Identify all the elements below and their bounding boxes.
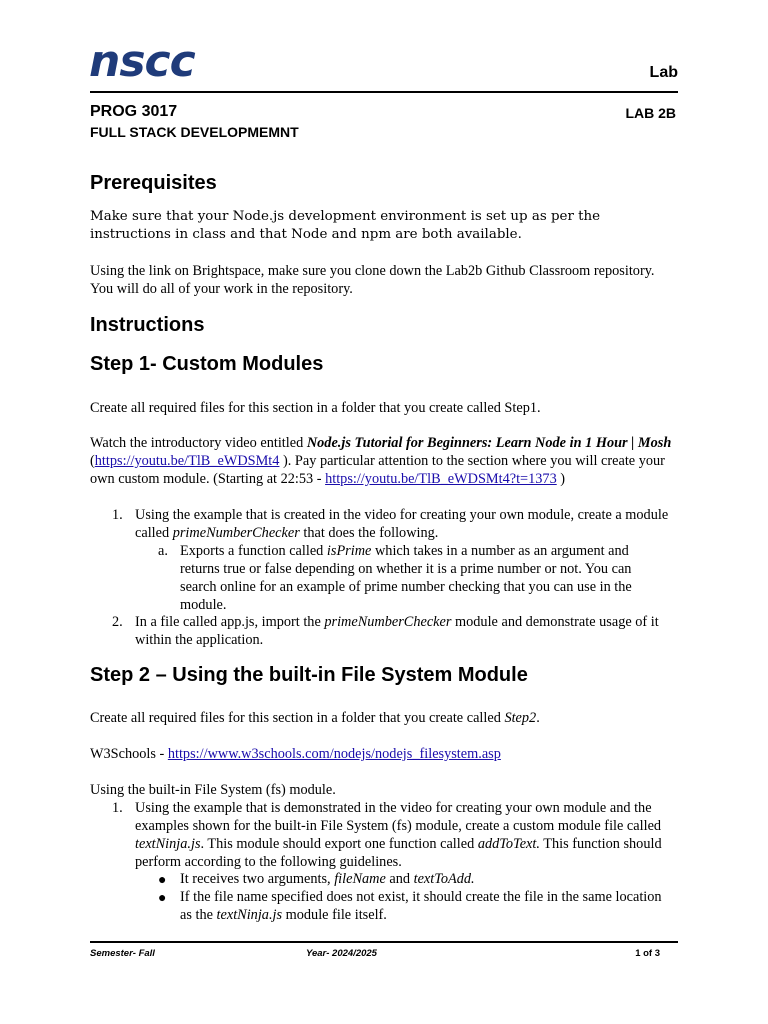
- step1-heading: Step 1- Custom Modules: [90, 353, 324, 375]
- step2-heading: Step 2 – Using the built-in File System Module: [90, 664, 528, 686]
- course-name: FULL STACK DEVELOPMEMNT: [90, 124, 299, 140]
- text: W3Schools -: [90, 746, 168, 762]
- step2-paragraph-1: [90, 709, 680, 727]
- list-number: 2.: [112, 614, 123, 630]
- text: It receives two arguments,: [180, 871, 335, 887]
- text: that does the following.: [299, 525, 439, 541]
- instructions-heading: Instructions: [90, 314, 205, 336]
- text: module file itself.: [282, 907, 387, 923]
- prereq-paragraph-1: Make sure that your Node.js development environment is set up as per the instructions in class and that Node and npm are both available.: [90, 209, 601, 242]
- list-letter: a.: [158, 543, 168, 559]
- text: Watch the introductory video entitled: [90, 435, 307, 451]
- module-name: primeNumberChecker: [324, 614, 452, 630]
- text: . This module should export one function called: [200, 836, 478, 852]
- text: ). Pay particular attention to the section where you will create your own custom module. (Starting at 22:53 -: [90, 453, 665, 487]
- text: ): [556, 471, 566, 487]
- argument-name: fileName: [334, 871, 386, 887]
- argument-name: textToAdd.: [413, 871, 475, 887]
- video-timestamp-link[interactable]: https://youtu.be/TlB_eWDSMt4?t=1373: [325, 471, 557, 487]
- text: Exports a function called: [180, 543, 327, 559]
- text: Using the example that is created in the video for creating your own module, create a module called: [135, 507, 669, 541]
- prerequisites-heading: Prerequisites: [90, 172, 217, 194]
- function-name: addToText.: [477, 836, 540, 852]
- video-link[interactable]: https://youtu.be/TlB_eWDSMt4: [94, 453, 280, 469]
- list-number: 1.: [112, 507, 123, 523]
- folder-name: Step2: [504, 710, 537, 726]
- text: Create all required files for this section in a folder that you create called: [90, 710, 505, 726]
- text: In a file called app.js, import the: [135, 614, 325, 630]
- step2-paragraph-3: Using the built-in File System (fs) module.: [90, 782, 336, 798]
- lab-id: LAB 2B: [625, 105, 676, 121]
- bullet-icon: ●: [158, 871, 167, 887]
- w3schools-link[interactable]: https://www.w3schools.com/nodejs/nodejs_filesystem.asp: [167, 746, 501, 762]
- header-label: Lab: [649, 64, 678, 81]
- file-name: textNinja.js: [135, 836, 201, 852]
- step1-item-1a: [180, 542, 670, 614]
- step2-paragraph-2: [90, 745, 680, 763]
- prereq-paragraph-2: Using the link on Brightspace, make sure you clone down the Lab2b Github Classroom repository. You will do all of your work in the repository.: [90, 263, 655, 297]
- file-name: textNinja.js: [216, 907, 283, 923]
- text: which takes in a number as an argument and returns true or false depending on whether it is a prime number or not. You can search online for an example of prime number checking that you can use in the module.: [180, 543, 632, 613]
- step1-item-1: [135, 506, 680, 542]
- list-number: 1.: [112, 800, 123, 816]
- step2-bullet-2: [180, 888, 670, 924]
- step2-bullet-1: [180, 870, 670, 888]
- footer-page-number: 1 of 3: [635, 948, 660, 959]
- text: Using the example that is demonstrated in the video for creating your own module and the examples shown for the built-in File System (fs) module, create a custom module file called: [135, 800, 662, 834]
- footer-semester: Semester- Fall: [90, 948, 155, 959]
- video-title: Node.js Tutorial for Beginners: Learn Node in 1 Hour | Mosh: [306, 435, 672, 451]
- text: module and demonstrate usage of it within the application.: [135, 614, 659, 648]
- module-name: primeNumberChecker: [172, 525, 300, 541]
- footer-year: Year- 2024/2025: [306, 948, 377, 959]
- text: If the file name specified does not exist, it should create the file in the same location as the: [180, 889, 662, 923]
- course-code: PROG 3017: [90, 103, 178, 120]
- step1-paragraph-1: Create all required files for this section in a folder that you create called Step1.: [90, 400, 541, 416]
- text: .: [536, 710, 540, 726]
- bullet-icon: ●: [158, 889, 167, 905]
- nscc-logo: nscc: [89, 36, 195, 87]
- text: (: [90, 453, 95, 469]
- text: This function should perform according to the following guidelines.: [135, 836, 662, 870]
- step1-paragraph-2: [90, 434, 680, 488]
- step1-item-2: [135, 613, 680, 649]
- text: and: [385, 871, 414, 887]
- function-name: isPrime: [326, 543, 372, 559]
- header-rule: [90, 91, 678, 93]
- footer-rule: [90, 941, 678, 943]
- step2-item-1: [135, 799, 680, 871]
